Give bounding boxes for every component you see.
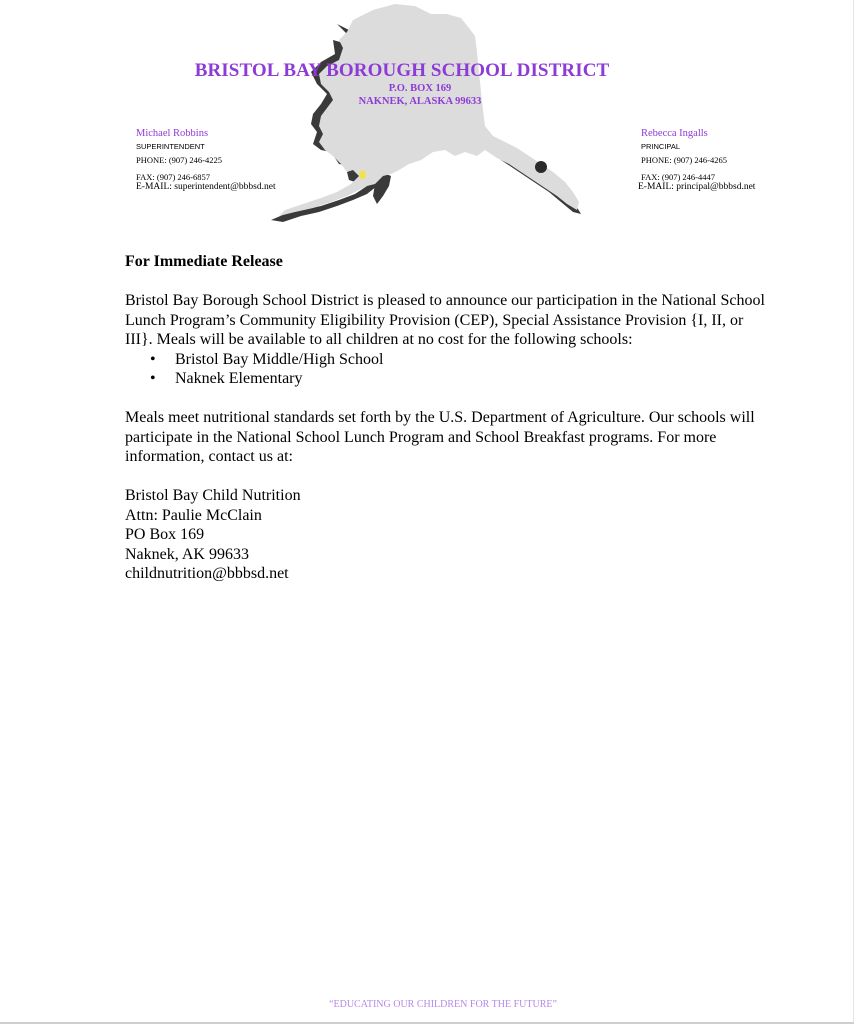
superintendent-phone: PHONE: (907) 246-4225 xyxy=(136,155,222,165)
footer-motto: “EDUCATING OUR CHILDREN FOR THE FUTURE” xyxy=(329,999,557,1010)
schools-list xyxy=(125,350,765,389)
contact-line: Attn: Paulie McClain xyxy=(125,506,262,524)
contact-line: Bristol Bay Child Nutrition xyxy=(125,487,301,504)
superintendent-name: Michael Robbins xyxy=(136,128,209,139)
superintendent-email: E-MAIL: superintendent@bbbsd.net xyxy=(136,182,276,192)
principal-phone: PHONE: (907) 246-4265 xyxy=(641,155,727,165)
superintendent-title: SUPERINTENDENT xyxy=(136,141,205,151)
release-heading: For Immediate Release xyxy=(125,253,283,270)
principal-contact xyxy=(638,128,756,192)
principal-title: PRINCIPAL xyxy=(641,141,681,151)
contact-line: Naknek, AK 99633 xyxy=(125,545,249,563)
contact-email: childnutrition@bbbsd.net xyxy=(125,565,289,582)
list-item xyxy=(125,350,765,370)
contact-line: PO Box 169 xyxy=(125,526,205,543)
list-item xyxy=(125,369,765,389)
school-name: Naknek Elementary xyxy=(175,370,303,387)
superintendent-contact xyxy=(136,128,276,192)
alaska-map-icon xyxy=(255,0,585,225)
bullet-icon: • xyxy=(150,370,156,387)
principal-name: Rebecca Ingalls xyxy=(641,128,708,139)
announcement-paragraph: Bristol Bay Borough School District is pleased to announce our participation in the National School Lunch Program’s Community Eligibility Provision (CEP), Special Assistance Provision {I, II, or III}. Meals will be available to all children at no cost for the following schools: xyxy=(125,292,765,348)
district-po-box: P.O. BOX 169 xyxy=(388,83,452,94)
nutrition-paragraph: Meals meet nutritional standards set forth by the U.S. Department of Agriculture. Our schools will participate in the National School Lunch Program and School Breakfast programs. For more information, contact us at: xyxy=(125,409,755,465)
school-name: Bristol Bay Middle/High School xyxy=(175,350,384,368)
district-name: BRISTOL BAY BOROUGH SCHOOL DISTRICT xyxy=(194,60,610,81)
principal-fax: FAX: (907) 246-4447 xyxy=(641,172,715,182)
district-city-state: NAKNEK, ALASKA 99633 xyxy=(358,96,482,107)
principal-email: E-MAIL: principal@bbbsd.net xyxy=(638,182,756,192)
superintendent-fax: FAX: (907) 246-6857 xyxy=(136,172,210,182)
map-dot xyxy=(535,161,547,173)
letter-body xyxy=(125,252,765,584)
bullet-icon: • xyxy=(150,350,156,368)
